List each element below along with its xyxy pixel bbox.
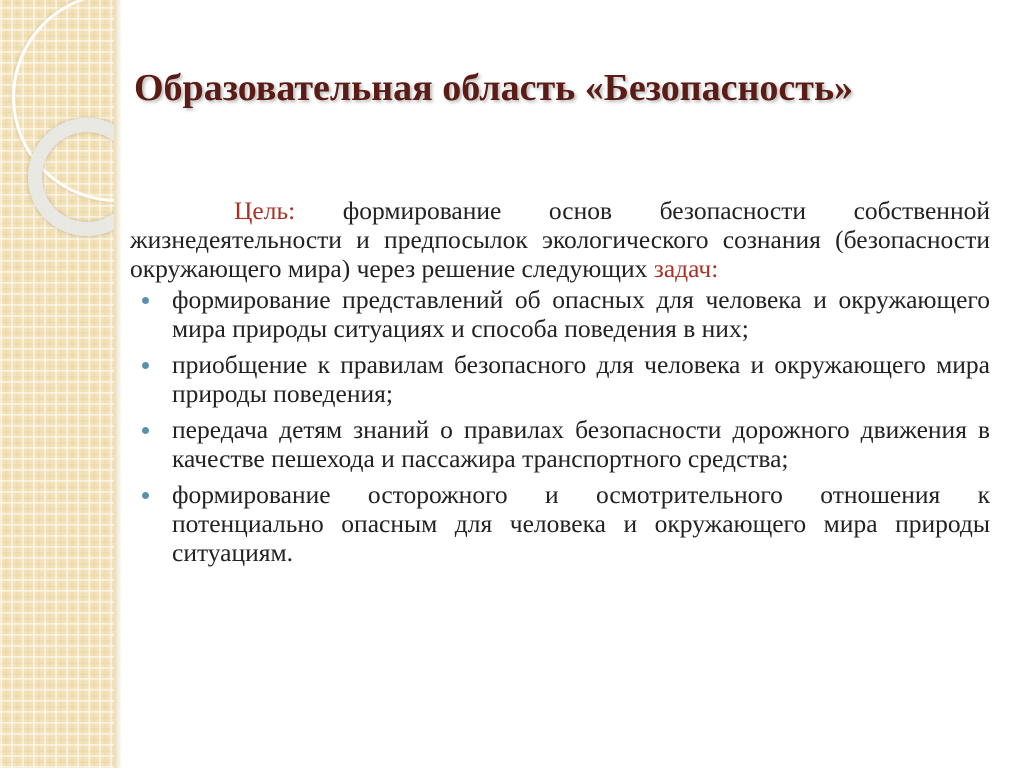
task-text: формирование представлений об опасных для человека и окружающего мира природы ситуациях и способа поведения в них; (172, 285, 990, 343)
goal-text: формирование основ безопасности собственной жизнедеятельности и предпосылок экологического сознания (безопасности окружающего мира) через решение следующих (130, 196, 990, 283)
tasks-label: задач: (653, 254, 719, 283)
task-list (130, 285, 990, 567)
list-item (130, 480, 990, 567)
slide-content (130, 196, 990, 574)
bullet-icon (142, 362, 149, 369)
bullet-icon (142, 297, 149, 304)
decorative-side-panel (0, 0, 114, 768)
list-item (130, 350, 990, 408)
bullet-icon (142, 427, 149, 434)
goal-label: Цель: (234, 196, 296, 225)
task-text: приобщение к правилам безопасного для человека и окружающего мира природы поведения; (172, 350, 990, 408)
goal-paragraph (130, 196, 990, 283)
side-panel-edge (114, 0, 122, 768)
list-item (130, 415, 990, 473)
task-text: передача детям знаний о правилах безопасности дорожного движения в качестве пешехода и пассажира транспортного средства; (172, 415, 990, 473)
task-text: формирование осторожного и осмотрительного отношения к потенциально опасным для человека и окружающего мира природы ситуациям. (172, 480, 990, 567)
bullet-icon (142, 492, 149, 499)
list-item (130, 285, 990, 343)
slide-title: Образовательная область «Безопасность» (134, 67, 854, 109)
